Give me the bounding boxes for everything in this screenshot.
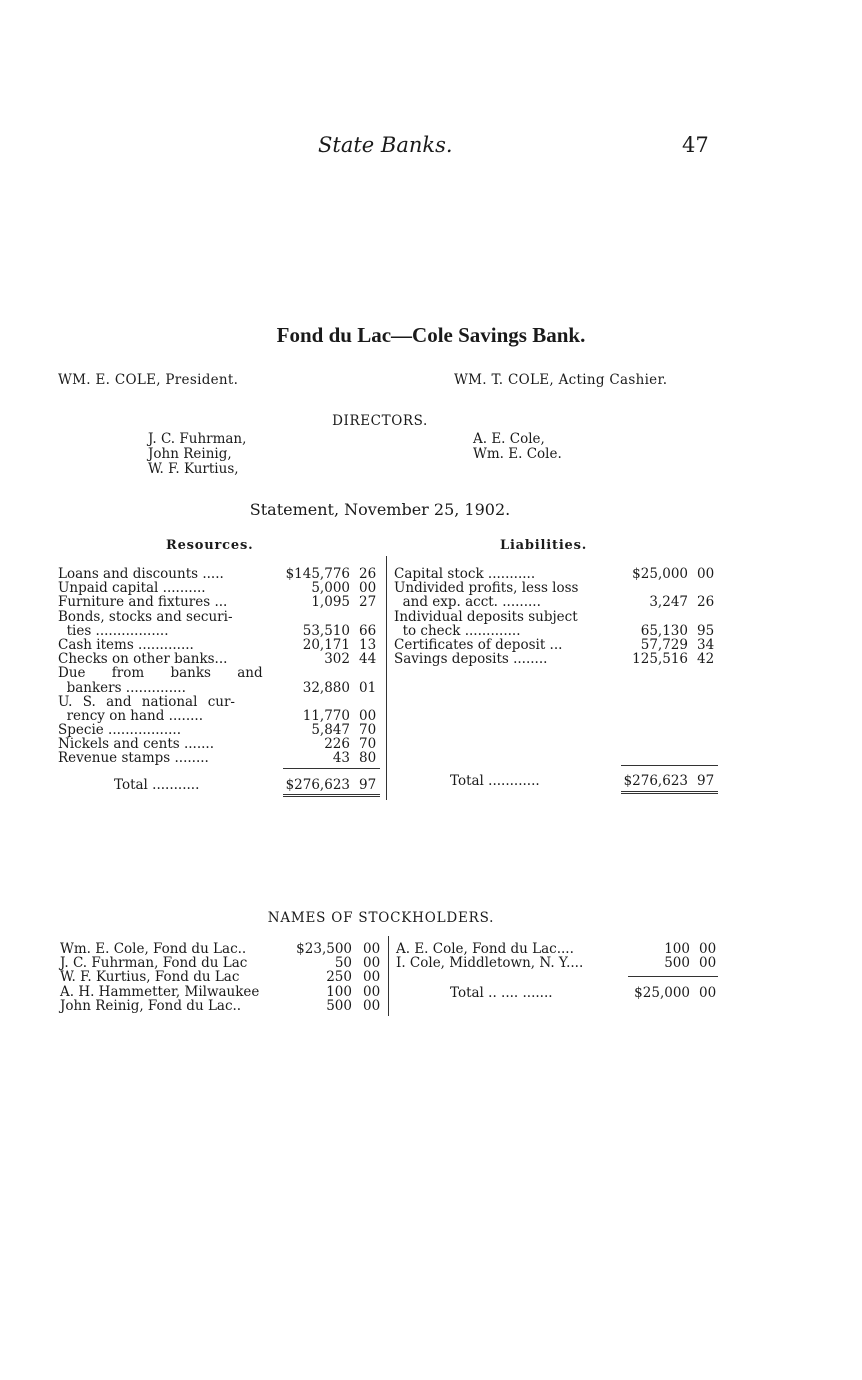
- stockholders-heading: NAMES OF STOCKHOLDERS.: [267, 910, 495, 926]
- list-item: [396, 942, 720, 956]
- row-label: Undivided profits, less loss: [394, 580, 579, 597]
- resources-total-double-rule: [283, 794, 380, 797]
- table-row: [58, 666, 380, 680]
- row-label: Checks on other banks...: [58, 651, 228, 668]
- row-label: Nickels and cents .......: [58, 736, 215, 753]
- row-label: Loans and discounts .....: [58, 566, 224, 582]
- page-number: 47: [682, 133, 709, 157]
- stockholder-name: John Reinig, Fond du Lac..: [60, 997, 242, 1014]
- statement-title: Statement, November 25, 1902.: [249, 500, 511, 519]
- row-dollars: 5,847: [311, 722, 350, 739]
- list-item: [60, 985, 382, 999]
- stockholder-name: A. E. Cole, Fond du Lac....: [396, 941, 574, 957]
- total-label: Total ............: [450, 773, 540, 789]
- stockholder-dollars: $23,500: [296, 941, 352, 957]
- stockholder-name: J. C. Fuhrman, Fond du Lac: [60, 955, 248, 972]
- row-cents: 27: [359, 594, 377, 611]
- cashier-line: WM. T. COLE, Acting Cashier.: [454, 372, 668, 388]
- liabilities-heading: Liabilities.: [500, 538, 588, 553]
- row-dollars: $25,000: [632, 566, 688, 582]
- stockholder-cents: 00: [699, 955, 717, 972]
- table-row: [58, 737, 380, 751]
- row-cents: 00: [359, 707, 377, 724]
- stockholder-name: I. Cole, Middletown, N. Y....: [396, 955, 584, 972]
- row-label: Capital stock ...........: [394, 566, 536, 582]
- liabilities-total-row: [394, 773, 718, 789]
- stockholders-divider: [388, 936, 389, 1016]
- table-row: [58, 709, 380, 723]
- row-cents: 00: [697, 566, 715, 582]
- resources-table: [58, 567, 380, 766]
- stockholders-total-rule: [628, 976, 718, 977]
- row-cents: 42: [697, 651, 715, 668]
- row-cents: 34: [697, 636, 715, 653]
- row-label: U. S. and national cur-: [58, 693, 235, 710]
- stockholder-cents: 00: [363, 941, 381, 957]
- stockholder-cents: 00: [363, 969, 381, 986]
- table-row: [394, 638, 718, 652]
- table-row: [394, 595, 718, 609]
- list-item: [396, 956, 720, 970]
- table-row: [58, 610, 380, 624]
- stockholder-dollars: 100: [326, 983, 352, 1000]
- resources-total-row: [58, 777, 380, 793]
- row-label: rency on hand ........: [58, 707, 204, 724]
- stockholder-name: A. H. Hammetter, Milwaukee: [60, 983, 260, 1000]
- row-cents: 44: [359, 651, 377, 668]
- row-dollars: 43: [332, 750, 350, 767]
- row-dollars: 226: [324, 736, 350, 753]
- row-dollars: 3,247: [649, 594, 688, 611]
- director-name: John Reinig,: [148, 446, 232, 462]
- table-row: [58, 723, 380, 737]
- row-label: Individual deposits subject: [394, 608, 578, 625]
- total-dollars: $276,623: [285, 777, 350, 793]
- table-row: [58, 595, 380, 609]
- row-cents: 80: [359, 750, 377, 767]
- stockholder-dollars: 100: [664, 941, 690, 957]
- row-label: Savings deposits ........: [394, 651, 548, 668]
- table-row: [58, 695, 380, 709]
- directors-heading: DIRECTORS.: [332, 413, 428, 429]
- stockholder-dollars: 500: [326, 997, 352, 1014]
- directors-left-list: [148, 432, 246, 477]
- row-cents: 66: [359, 622, 377, 639]
- resources-heading: Resources.: [166, 538, 254, 553]
- total-dollars: $276,623: [623, 773, 688, 789]
- stockholder-cents: 00: [363, 997, 381, 1014]
- liabilities-total-double-rule: [621, 791, 718, 794]
- total-cents: 00: [699, 985, 717, 1001]
- list-item: [60, 970, 382, 984]
- table-row: [58, 581, 380, 595]
- row-label: Cash items .............: [58, 636, 194, 653]
- list-item: [60, 956, 382, 970]
- directors-right-list: [473, 432, 562, 462]
- row-label: Furniture and fixtures ...: [58, 594, 228, 611]
- stockholder-dollars: 250: [326, 969, 352, 986]
- row-label: bankers ..............: [58, 679, 186, 696]
- row-label: Unpaid capital ..........: [58, 580, 206, 597]
- stockholder-dollars: 50: [334, 955, 352, 972]
- row-dollars: 32,880: [302, 679, 350, 696]
- stockholder-dollars: 500: [664, 955, 690, 972]
- bank-title: Fond du Lac—Cole Savings Bank.: [276, 323, 586, 347]
- stockholders-total-row: [396, 985, 720, 1001]
- row-dollars: 53,510: [302, 622, 350, 639]
- row-label: Due from banks and: [58, 665, 263, 682]
- row-label: Bonds, stocks and securi-: [58, 608, 233, 625]
- running-head-section: State Banks.: [318, 133, 453, 157]
- row-cents: 01: [359, 679, 377, 696]
- table-row: [58, 638, 380, 652]
- stockholder-name: Wm. E. Cole, Fond du Lac..: [60, 941, 247, 957]
- stockholder-cents: 00: [363, 955, 381, 972]
- row-dollars: $145,776: [285, 566, 350, 582]
- row-cents: 70: [359, 736, 377, 753]
- table-row: [58, 624, 380, 638]
- row-label: ties .................: [58, 622, 169, 639]
- liabilities-total-rule: [621, 765, 718, 766]
- resources-total-rule: [283, 768, 380, 769]
- table-row: [394, 567, 718, 581]
- row-dollars: 57,729: [640, 636, 688, 653]
- row-dollars: 125,516: [632, 651, 688, 668]
- row-label: Revenue stamps ........: [58, 750, 209, 767]
- row-dollars: 20,171: [302, 636, 350, 653]
- liabilities-table: [394, 567, 718, 666]
- row-dollars: 11,770: [302, 707, 350, 724]
- stockholder-name: W. F. Kurtius, Fond du Lac: [60, 969, 240, 986]
- stockholders-left-list: [60, 942, 382, 1013]
- table-row: [394, 624, 718, 638]
- table-row: [58, 751, 380, 765]
- stockholders-right-list: [396, 942, 720, 970]
- row-dollars: 1,095: [311, 594, 350, 611]
- row-label: to check .............: [394, 622, 521, 639]
- column-divider: [386, 556, 387, 800]
- row-label: Certificates of deposit ...: [394, 636, 563, 653]
- row-cents: 95: [697, 622, 715, 639]
- total-dollars: $25,000: [634, 985, 690, 1001]
- row-cents: 00: [359, 580, 377, 597]
- row-dollars: 5,000: [311, 580, 350, 597]
- list-item: [60, 999, 382, 1013]
- row-cents: 70: [359, 722, 377, 739]
- stockholder-cents: 00: [699, 941, 717, 957]
- table-row: [394, 581, 718, 595]
- table-row: [58, 652, 380, 666]
- total-label: Total .. .... .......: [450, 985, 553, 1001]
- table-row: [394, 610, 718, 624]
- director-name: W. F. Kurtius,: [148, 461, 239, 477]
- table-row: [394, 652, 718, 666]
- stockholder-cents: 00: [363, 983, 381, 1000]
- row-cents: 26: [697, 594, 715, 611]
- row-cents: 13: [359, 636, 377, 653]
- president-line: WM. E. COLE, President.: [58, 372, 239, 388]
- total-cents: 97: [359, 777, 377, 793]
- table-row: [58, 567, 380, 581]
- table-row: [58, 681, 380, 695]
- row-dollars: 65,130: [640, 622, 688, 639]
- total-cents: 97: [697, 773, 715, 789]
- row-label: Specie .................: [58, 722, 181, 739]
- row-dollars: 302: [324, 651, 350, 668]
- director-name: J. C. Fuhrman,: [148, 431, 247, 447]
- director-name: Wm. E. Cole.: [473, 446, 562, 462]
- row-label: and exp. acct. .........: [394, 594, 541, 611]
- row-cents: 26: [359, 566, 377, 582]
- list-item: [60, 942, 382, 956]
- total-label: Total ...........: [114, 777, 200, 793]
- director-name: A. E. Cole,: [473, 431, 545, 447]
